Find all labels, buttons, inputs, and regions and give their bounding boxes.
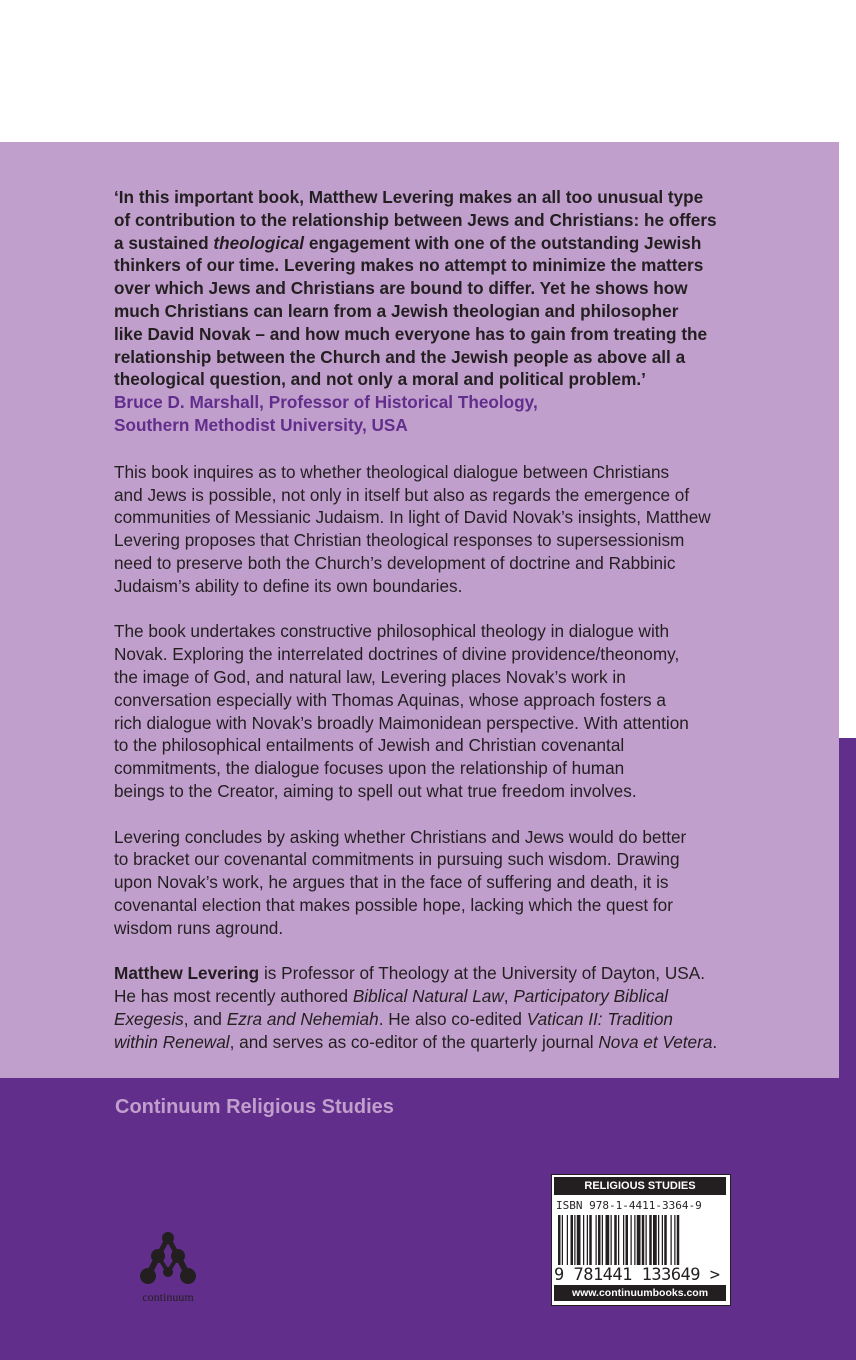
book-title: Vatican II: Tradition: [526, 1008, 673, 1029]
paragraph-line: Levering proposes that Christian theological responses to supersessionism: [114, 530, 685, 551]
bio-line: [114, 962, 756, 985]
paragraph-line: communities of Messianic Judaism. In light of David Novak’s insights, Matthew: [114, 507, 711, 528]
bio-text: , and serves as co-editor of the quarterly journal: [229, 1031, 599, 1052]
paragraph-line: commitments, the dialogue focuses upon the relationship of human: [114, 758, 625, 779]
barcode-bar: [562, 1215, 563, 1265]
publisher-url: www.continuumbooks.com: [554, 1285, 726, 1301]
paragraph-line: This book inquires as to whether theological dialogue between Christians: [114, 461, 670, 482]
description-paragraph-1: [114, 461, 756, 598]
barcode-bar: [677, 1215, 680, 1265]
paragraph-line: and Jews is possible, not only in itself but also as regards the emergence of: [114, 484, 690, 505]
paragraph-line: the image of God, and natural law, Levering places Novak’s work in: [114, 666, 626, 687]
paragraph-line: wisdom runs aground.: [114, 917, 284, 938]
isbn-number: ISBN 978-1-4411-3364-9: [556, 1199, 702, 1212]
quote-line: over which Jews and Christians are bound to differ. Yet he shows how: [114, 278, 688, 299]
paragraph-line: Levering concludes by asking whether Christians and Jews would do better: [114, 826, 687, 847]
quote-line: theological question, and not only a moral and political problem.’: [114, 369, 646, 390]
barcode-bar: [567, 1215, 568, 1265]
quote-line: like David Novak – and how much everyone has to gain from treating the: [114, 323, 708, 344]
book-title: Exegesis: [114, 1008, 184, 1029]
bio-text: ,: [503, 986, 514, 1007]
barcode-bar: [674, 1215, 675, 1265]
quote-line: much Christians can learn from a Jewish theologian and philosopher: [114, 300, 679, 321]
barcode-bar: [664, 1215, 667, 1265]
quote-line: of contribution to the relationship between Jews and Christians: he offers: [114, 209, 717, 230]
book-title: Participatory Biblical: [513, 986, 669, 1007]
endorsement-attribution: [114, 391, 756, 437]
endorsement-quote: [114, 186, 756, 391]
barcode-bar: [649, 1215, 652, 1265]
barcode-bar: [623, 1215, 624, 1265]
barcode-bar: [618, 1215, 619, 1265]
paragraph-line: beings to the Creator, aiming to spell out what true freedom involves.: [114, 780, 637, 801]
journal-title: Nova et Vetera: [598, 1031, 713, 1052]
bio-line: [114, 985, 756, 1008]
quote-line: ‘In this important book, Matthew Levering makes an all too unusual type: [114, 187, 704, 207]
barcode-bar: [583, 1215, 584, 1265]
bio-text: , and: [183, 1008, 227, 1029]
barcode-bar: [671, 1215, 672, 1265]
publisher-wordmark: continuum: [142, 1290, 194, 1304]
bio-text: . He also co-edited: [378, 1008, 527, 1029]
bio-line: [114, 1008, 756, 1031]
paragraph-line: covenantal election that makes possible hope, lacking which the quest for: [114, 894, 673, 915]
quote-fragment: a sustained: [114, 232, 209, 253]
barcode-bar: [642, 1215, 645, 1265]
barcode-bar: [577, 1215, 581, 1265]
paragraph-line: Judaism’s ability to define its own boundaries.: [114, 575, 463, 596]
publisher-logo: [128, 1230, 208, 1310]
quote-line: thinkers of our time. Levering makes no attempt to minimize the matters: [114, 255, 704, 276]
barcode-bar: [596, 1215, 597, 1265]
barcode-bar: [611, 1215, 612, 1265]
back-cover-text: [114, 186, 756, 1076]
barcode-bar: [631, 1215, 632, 1265]
paragraph-line: rich dialogue with Novak’s broadly Maimonidean perspective. With attention: [114, 712, 689, 733]
attribution-line: Southern Methodist University, USA: [114, 414, 408, 435]
barcode-bar: [598, 1215, 601, 1265]
isbn-barcode-panel: [551, 1174, 731, 1306]
barcode-bar: [602, 1215, 603, 1265]
paragraph-line: to bracket our covenantal commitments in pursuing such wisdom. Drawing: [114, 849, 680, 870]
barcode-icon: [558, 1215, 722, 1265]
quote-emphasis: theological: [213, 232, 305, 253]
bio-text: He has most recently authored: [114, 986, 353, 1007]
paragraph-line: Novak. Exploring the interrelated doctrines of divine providence/theonomy,: [114, 644, 680, 665]
barcode-bar: [589, 1215, 592, 1265]
quote-line: relationship between the Church and the Jewish people as above all a: [114, 346, 686, 367]
barcode-bar: [658, 1215, 659, 1265]
description-paragraph-2: [114, 620, 756, 802]
attribution-line: Bruce D. Marshall, Professor of Historical Theology,: [114, 392, 538, 413]
barcode-bar: [646, 1215, 647, 1265]
barcode-bar: [634, 1215, 635, 1265]
description-paragraph-3: [114, 826, 756, 940]
barcode-bar: [653, 1215, 657, 1265]
barcode-bar: [558, 1215, 561, 1265]
barcode-category: RELIGIOUS STUDIES: [554, 1177, 726, 1195]
bio-text: .: [712, 1031, 718, 1052]
paragraph-line: upon Novak’s work, he argues that in the face of suffering and death, it is: [114, 872, 669, 893]
book-title: Ezra and Nehemiah: [226, 1008, 379, 1029]
barcode-digits: 9 781441 133649 >: [554, 1265, 720, 1285]
book-title: within Renewal: [114, 1031, 230, 1052]
author-bio: [114, 962, 756, 1053]
bio-text: is Professor of Theology at the University of Dayton, USA.: [259, 963, 705, 984]
barcode-bar: [626, 1215, 629, 1265]
author-name: Matthew Levering: [114, 963, 260, 984]
paragraph-line: need to preserve both the Church’s development of doctrine and Rabbinic: [114, 552, 676, 573]
series-title: Continuum Religious Studies: [115, 1096, 394, 1118]
quote-line: [114, 232, 756, 255]
paragraph-line: The book undertakes constructive philosophical theology in dialogue with: [114, 621, 670, 642]
barcode-bar: [637, 1215, 641, 1265]
quote-fragment: engagement with one of the outstanding Jewish: [308, 232, 702, 253]
barcode-bar: [662, 1215, 663, 1265]
continuum-logo-icon: [128, 1230, 208, 1290]
barcode-bar: [571, 1215, 574, 1265]
paragraph-line: to the philosophical entailments of Jewish and Christian covenantal: [114, 735, 625, 756]
barcode-bar: [574, 1215, 575, 1265]
barcode-bar: [614, 1215, 617, 1265]
barcode-bar: [587, 1215, 588, 1265]
barcode-bar: [606, 1215, 610, 1265]
book-title: Biblical Natural Law: [352, 986, 504, 1007]
bio-line: [114, 1031, 756, 1054]
paragraph-line: conversation especially with Thomas Aquinas, whose approach fosters a: [114, 689, 666, 710]
